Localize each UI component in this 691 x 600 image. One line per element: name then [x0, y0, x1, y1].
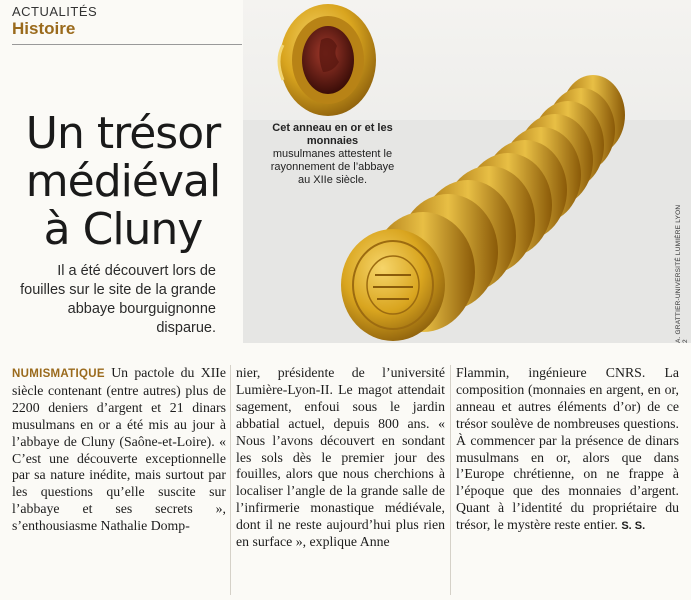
gold-ring [279, 4, 376, 116]
article-column-2 [236, 365, 445, 551]
header-rule [12, 44, 242, 45]
author-signature: S. S. [621, 520, 646, 533]
article-column-3 [456, 365, 679, 535]
rubric-label: ACTUALITÉS [12, 4, 98, 19]
section-header [12, 4, 97, 39]
section-label: Histoire [12, 19, 76, 38]
column-1-text: Un pactole du XIIe siècle contenant (entre autres) plus de 2200 deniers d’argent et 21 dinars musulmans en or a été mis au jour à l’abbaye de Cluny (Saône-et-Loire). « C’est une découverte exceptionnelle par sa nature inédite, mais surtout par les questions qu’elle suscite sur l’abbaye et ses secrets », s’enthousiasme Nathalie Domp- [12, 365, 227, 534]
caption-text: musulmanes attestent le rayonnement de l’abbaye au XIIe siècle. [270, 148, 395, 186]
photo-credit: A. GRATTIER-UNIVERSITÉ LUMIÈRE LYON 2 [675, 204, 689, 343]
photo-caption [270, 122, 395, 187]
article-column-1 [12, 365, 226, 535]
column-divider [230, 365, 231, 595]
caption-bold: Cet anneau en or et les monnaies [272, 122, 393, 147]
column-2-text: nier, présidente de l’université Lumière-Lyon-II. Le magot attendait sagement, enfoui sous le jardin abbatial actuel, depuis 800 ans. « Nous l’avons découvert en sondant les sols dès le premier jour des fouilles, alors que nous cherchions à localiser l’angle de la grande salle de l’infirmerie monastique médiévale, dont il ne reste aujourd’hui plus rien en surface », explique Anne [236, 365, 445, 550]
standfirst: Il a été découvert lors de fouilles sur le site de la grande abbaye bourguignonne disparue. [20, 263, 216, 336]
headline: Un trésor médiéval à Cluny [25, 108, 221, 255]
column-divider [450, 365, 451, 595]
kicker: NUMISMATIQUE [12, 368, 105, 380]
column-3-text: Flammin, ingénieure CNRS. La composition (monnaies en argent, en or, anneau et autres éléments d’or) de ce trésor soulève de nombreuses questions. À commencer par la présence de dinars musulmans en or, alors que dans l’Europe chrétienne, on ne frappe à l’époque que des monnaies d’argent. Quant à l’identité du propriétaire du trésor, le mystère reste entier. [456, 365, 679, 533]
